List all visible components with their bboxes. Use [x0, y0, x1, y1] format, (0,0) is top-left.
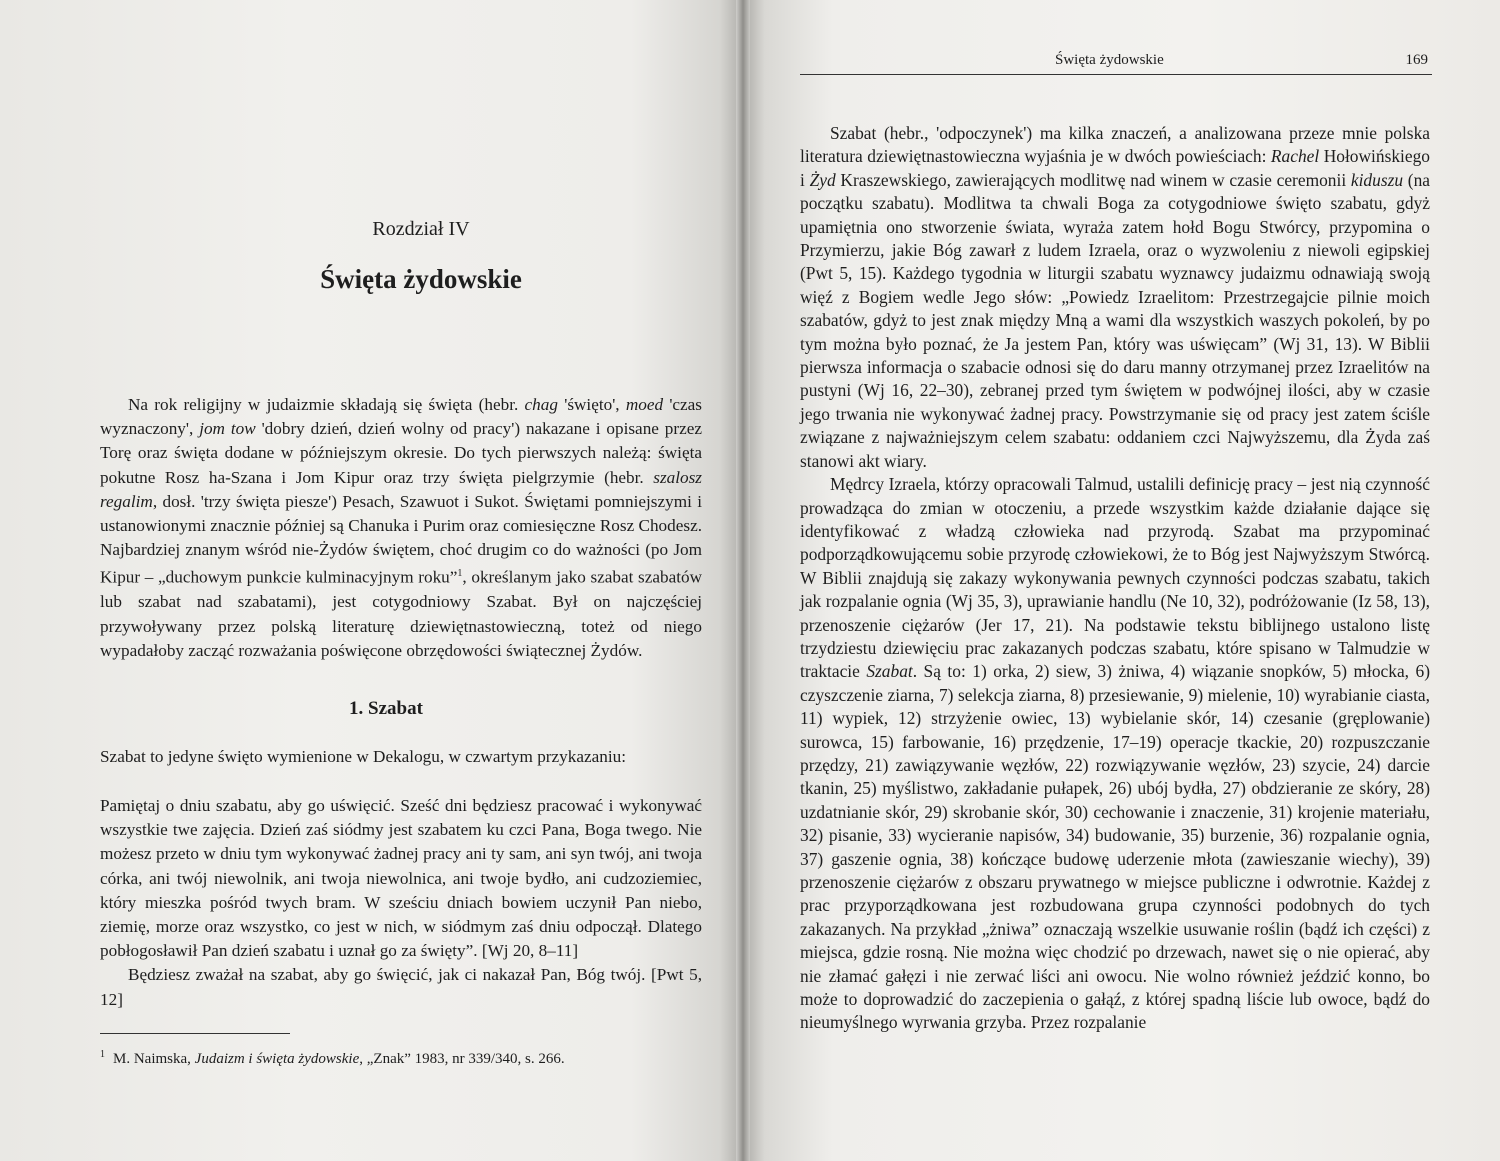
running-title: Święta żydowskie: [1055, 52, 1164, 68]
footnote-number: 1: [100, 1049, 105, 1060]
decalogue-quote: [100, 794, 702, 1012]
chapter-title: Święta żydowskie: [320, 264, 522, 294]
quote-paragraph-2: Będziesz zważał na szabat, aby go święcić, jak ci nakazał Pan, Bóg twój. [Pwt 5, 12]: [100, 965, 702, 1009]
page-number: 169: [1405, 52, 1428, 68]
footnote-divider: [100, 1033, 290, 1034]
quote-paragraph-1: Pamiętaj o dniu szabatu, aby go uświęcić. Sześć dni będziesz pracować i wykonywać wszystkie twe zajęcia. Dzień zaś siódmy jest szabatem ku czci Pana, Boga twego. Nie możesz przeto w dniu tym wykonywać żadnej pracy ani ty sam, ani syn twój, ani twoja córka, ani twój niewolnik, ani twoja niewolnica, ani twoje bydło, ani cudzoziemiec, który mieszka pośród twych bram. W sześciu dniach bowiem uczynił Pan niebo, ziemię, morze oraz wszystko, co jest w nich, w siódmym zaś dniu odpoczął. Dlatego pobłogosławił Pan dzień szabatu i uznał go za święty”. [Wj 20, 8–11]: [100, 796, 702, 961]
body-paragraph-2: Mędrcy Izraela, którzy opracowali Talmud, ustalili definicję pracy – jest nią czynność prowadząca do zmian w otoczeniu, a przede wszystkim każde działanie dające się identyfikować z władzą człowieka nad przyrodą. Szabat ma przypominać podporządkowującemu sobie przyrodę człowiekowi, że to Bóg jest Najwyższym Stwórcą. W Biblii znajdują się zakazy wykonywania pewnych czynności podczas szabatu, takich jak rozpalanie ognia (Wj 35, 3), uprawianie handlu (Ne 10, 32), podróżowanie (Iz 58, 13), przenoszenie ciężarów (Jer 17, 21). Na podstawie tekstu biblijnego ustalono listę trzydziestu dziewięciu prac zakazanych podczas szabatu, które spisano w Talmudzie w traktacie Szabat. Są to: 1) orka, 2) siew, 3) żniwa, 4) wiązanie snopków, 5) młocka, 6) czyszczenie ziarna, 7) selekcja ziarna, 8) przesiewanie, 9) mielenie, 10) wyrabianie ciasta, 11) wypiek, 12) strzyżenie owiec, 13) wybielanie skór, 14) czesanie (gręplowanie) surowca, 15) farbowanie, 16) przędzenie, 17–19) operacje tkackie, 20) rozpuszczanie przędzy, 21) zawiązywanie węzłów, 22) rozwiązywanie węzłów, 23) szycie, 24) darcie tkanin, 25) myślistwo, zakładanie pułapek, 26) ubój bydła, 27) obdzieranie ze skóry, 28) uzdatnianie skór, 29) skrobanie skór, 30) cechowanie i znaczenie, 31) krojenie materiału, 32) pisanie, 33) wycieranie napisów, 34) budowanie, 35) burzenie, 36) rozpalanie ognia, 37) gaszenie ognia, 38) kończące budowę uderzenie młota (zawieszanie wiechy), 39) przenoszenie ciężarów z obszaru prywatnego w miejsce publiczne i odwrotnie. Każdej z prac przyporządkowana jest rozbudowana grupa czynności podobnych do tych zakazanych. Na przykład „żniwa” oznaczają wszelkie usuwanie roślin (bądź ich części) z miejsca, gdzie rosną. Nie można więc chodzić po drzewach, nawet się o nie opierać, aby nie złamać gałęzi i nie zerwać liści ani owocu. Nie wolno również jeździć konno, bo może to doprowadzić do zaczepienia o gałąź, z której spadną liście lub owoce, bądź do nieumyślnego wyrwania grzyba. Przez rozpalanie: [800, 474, 1430, 1033]
body-paragraph-1: Szabat (hebr., 'odpoczynek') ma kilka znaczeń, a analizowana przeze mnie polska literatura dziewiętnastowieczna wyjaśnia je w dwóch powieściach: Rachel Hołowińskiego i Żyd Kraszewskiego, zawierających modlitwę nad winem w czasie ceremonii kiduszu (na początku szabatu). Modlitwa ta chwali Boga za cotygodniowe święto szabatu, gdyż upamiętnia ono stworzenie świata, wyraża zatem hołd Bogu Stwórcy, przypomina o Przymierzu, jakie Bóg zawarł z ludem Izraela, oraz o wyzwoleniu z niewoli egipskiej (Pwt 5, 15). Każdego tygodnia w liturgii szabatu wyznawcy judaizmu odnawiają swoją więź z Bogiem wedle Jego słów: „Powiedz Izraelitom: Przestrzegajcie pilnie moich szabatów, gdyż to jest znak między Mną a wami dla wszystkich waszych pokoleń, by po tym można było poznać, że Ja jestem Pan, który was uświęcam” (Wj 31, 13). W Biblii pierwsza informacja o szabacie odnosi się do daru manny otrzymanej przez Izraelitów na pustyni (Wj 16, 22–30), zebranej przed tym świętem w podwójnej ilości, aby w czasie jego trwania nie wykonywać żadnej pracy. Powstrzymanie się od pracy jest zatem ściśle związane z najważniejszym celem szabatu: oddaniem czci Najwyższemu, dla Żyda zaś stanowi akt wiary.: [800, 123, 1430, 471]
sabbath-lead-paragraph: Szabat to jedyne święto wymienione w Dekalogu, w czwartym przykazaniu:: [100, 747, 626, 766]
footnote-text: M. Naimska, Judaizm i święta żydowskie, „Znak” 1983, nr 339/340, s. 266.: [113, 1051, 565, 1067]
intro-section: [100, 393, 702, 663]
right-page-body: [800, 122, 1430, 1035]
running-header: [800, 52, 1432, 75]
chapter-label: Rozdział IV: [372, 218, 470, 240]
footnote: [100, 1045, 702, 1069]
section-title: 1. Szabat: [349, 698, 423, 719]
intro-paragraph: Na rok religijny w judaizmie składają się święta (hebr. chag 'święto', moed 'czas wyznaczony', jom tow 'dobry dzień, dzień wolny od pracy') nakazane i opisane przez Torę oraz święta dodane w późniejszym okresie. Do tych pierwszych należą: święta pokutne Rosz ha-Szana i Jom Kipur oraz trzy święta pielgrzymie (hebr. szalosz regalim, dosł. 'trzy święta piesze') Pesach, Szawuot i Sukot. Świętami pomniejszymi i ustanowionymi znacznie później są Chanuka i Purim oraz comiesięczne Rosz Chodesz. Najbardziej znanym wśród nie-Żydów świętem, choć drugim co do ważności (po Jom Kipur – „duchowym punkcie kulminacyjnym roku”$^1$, określanym jako szabat szabatów lub szabat nad szabatami), jest cotygodniowy Szabat. Był on najczęściej przywoływany przez polską literaturę dziewiętnastowieczną, toteż od niego wypadałoby zacząć rozważania poświęcone obrzędowości świątecznej Żydów.: [100, 395, 702, 660]
sabbath-lead-section: [100, 745, 702, 769]
book-gutter: [736, 0, 750, 1161]
